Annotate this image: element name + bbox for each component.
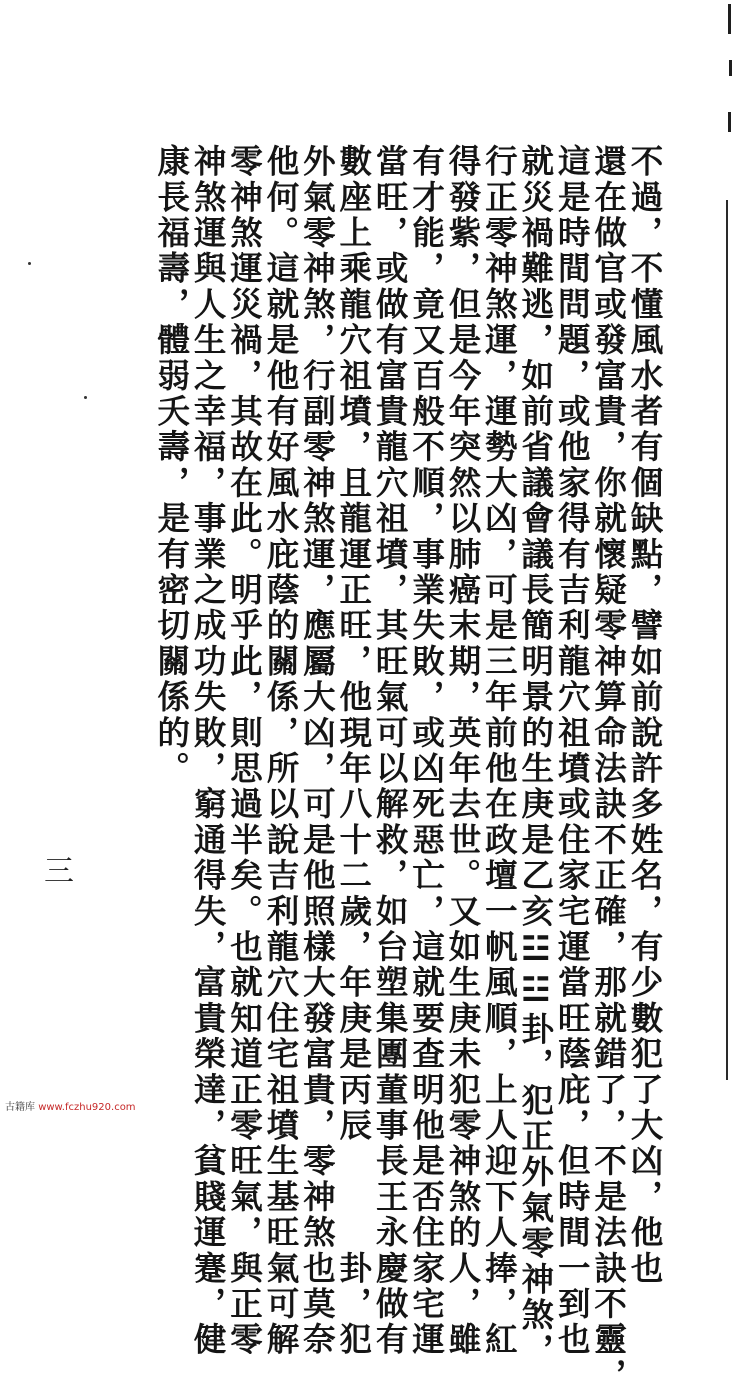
text-column: 行正零神煞運，運勢大凶，可是三年前他在政壇一帆風順，上人迎下人捧，紅 [480, 144, 520, 1358]
text-column: 數座上乘龍穴祖墳，且龍運正旺，他現年八十二歲，年庚是丙辰 卦，犯 [334, 144, 374, 1358]
watermark-footer[interactable] [5, 1098, 136, 1113]
text-column: 不過，不懂風水者有個缺點，譬如前說許多姓名，有少數犯了大凶，他也 [626, 144, 665, 1287]
scan-edge-mark [729, 60, 732, 76]
text-column: 有才能，竟又百般不順，事業失敗，或凶死惡亡，這就要查明他是否住家宅運 [407, 144, 447, 1358]
text-column: 就災禍難逃，如前省議會議長簡明景的生庚是乙亥☳☳卦，犯正外氣零神煞， [516, 144, 556, 1369]
binding-edge-line [726, 200, 728, 1080]
scan-edge-mark [728, 4, 731, 34]
scan-speck [84, 396, 87, 399]
vertical-text-block [152, 144, 665, 1394]
text-column: 當旺，或做有富貴龍穴祖墳，其旺氣可以解救，如台塑集團董事長王永慶做有 [371, 144, 411, 1358]
text-column: 外氣零神煞，行副零神煞運，應屬大凶，可是他照樣大發富貴，零神煞也莫奈 [298, 144, 338, 1358]
text-column: 零神煞運災禍，其故在此。明乎此，則思過半矣。也就知道正零旺氣，與正零 [225, 144, 265, 1358]
page-number: 三 [44, 854, 74, 889]
text-column: 神煞運與人生之幸福，事業之成功失敗，窮通得失，富貴榮達，貧賤運蹇，健 [189, 144, 229, 1358]
scan-edge-mark [728, 112, 731, 132]
text-column: 這是時間問題，或他家得有吉利龍穴祖墳或住家宅運當旺蔭庇，但時間一到也 [553, 144, 593, 1358]
scan-speck [28, 262, 31, 265]
text-column: 得發紫，但是今年突然以肺癌末期，英年去世。又如生庚未犯零神煞的人，雖 [443, 144, 483, 1358]
watermark-site-link[interactable]: www.fczhu920.com [38, 1102, 136, 1113]
watermark-label: 古籍库 [5, 1102, 35, 1113]
text-column: 他何。這就是他有好風水庇蔭的關係，所以說吉利龍穴住宅祖墳生基旺氣可解 [261, 144, 301, 1358]
text-column: 康長福壽，體弱夭壽，是有密切關係的。 [152, 144, 192, 787]
text-column: 還在做官或發富貴，你就懷疑零神算命法訣不正確，那就錯了，不是法訣不靈， [589, 144, 629, 1394]
